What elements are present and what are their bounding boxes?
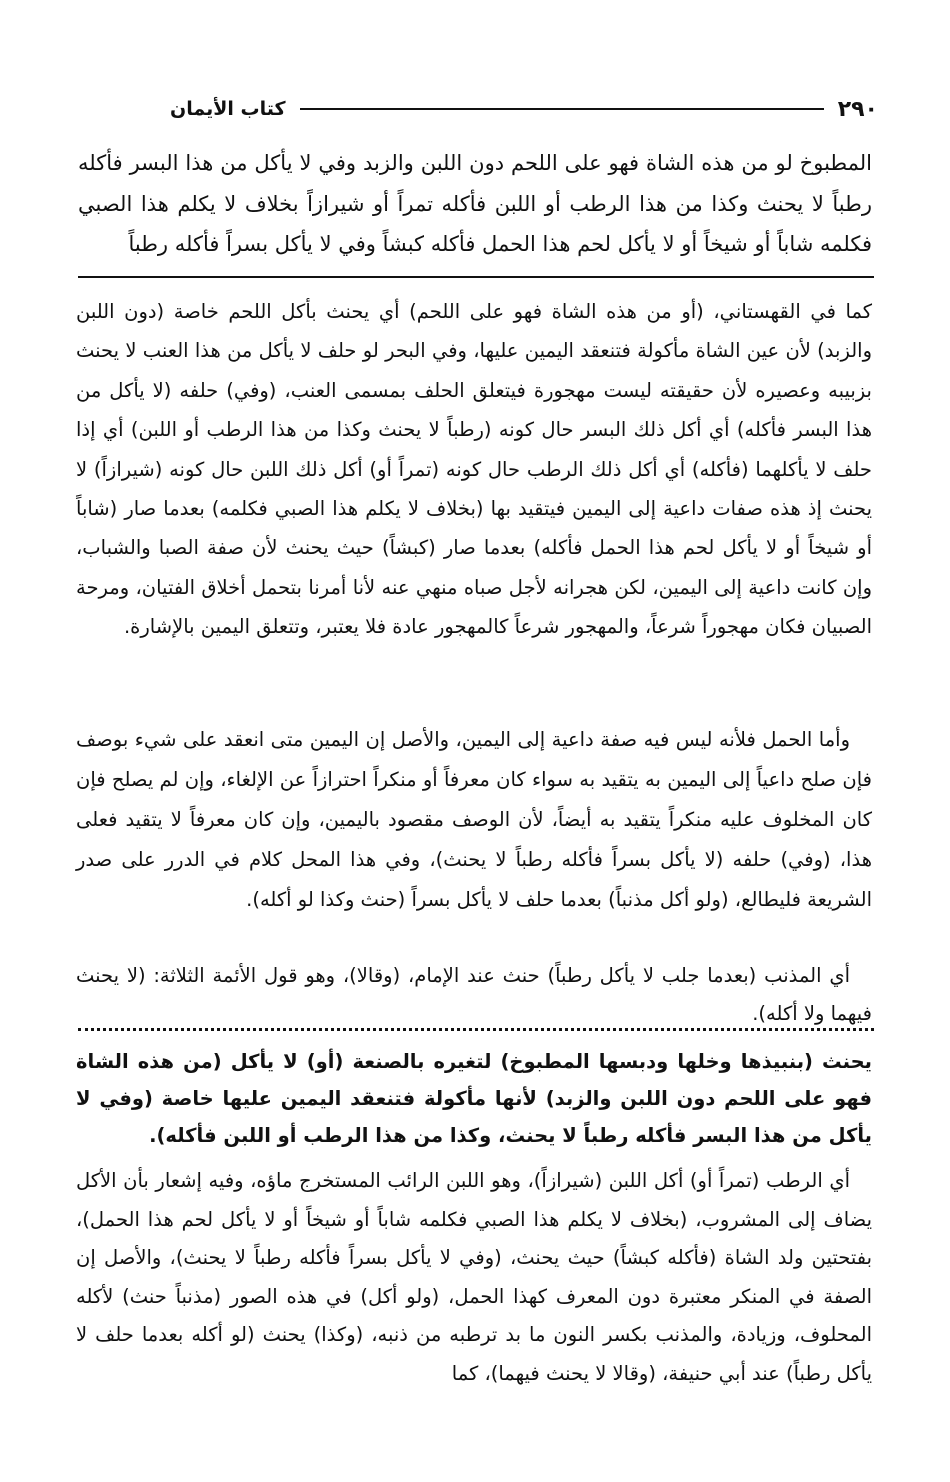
commentary-text-2: وأما الحمل فلأنه ليس فيه صفة داعية إلى اليمين، والأصل إن اليمين متى انعقد على شيء بوصف فإن صلح داعياً إلى اليمين به يتقيد به سواء كان معرفاً أو منكراً احترازاً عن الإلغاء، وإن لم يصلح فإن كان المخلوف عليه منكراً يتقيد به أيضاً، لأن الوصف مقصود باليمين، وإن كان معرفاً لا يتقيد فعلى هذا، (وفي) حلفه (لا يأكل بسراً فأكله رطباً لا يحنث)، وفي هذا المحل كلام في الدرر على صدر الشريعة فليطالع، (ولو أكل مذنباً) بعدما حلف لا يأكل بسراً (حنث وكذا لو أكله). [76,728,872,911]
commentary-text-3: أي المذنب (بعدما جلب لا يأكل رطباً) حنث عند الإمام، (وقالا)، وهو قول الأئمة الثلاثة: (لا يحنث فيهما ولا أكله). [76,964,872,1025]
book-title: كتاب الأيمان [170,98,286,120]
commentary-paragraph-3 [76,957,872,1033]
page-number: ٢٩٠ [837,96,878,122]
header-rule [300,108,824,110]
commentary-text-1: كما في القهستاني، (أو من هذه الشاة فهو على اللحم) أي يحنث بأكل اللحم خاصة (دون اللبن والزبد) لأن عين الشاة مأكولة فتنعقد اليمين عليها، وفي البحر لو حلف لا يأكل من هذا العنب لا يحنث بزبيبه وعصيره لأن حقيقته ليست مهجورة فيتعلق الحلف بمسمى العنب، (وفي) حلفه (لا يأكل من هذا البسر فأكله) أي أكل ذلك البسر حال كونه (رطباً لا يحنث وكذا من هذا الرطب أو اللبن) أي إذا حلف لا يأكلهما (فأكله) أي أكل ذلك الرطب حال كونه (تمراً أو) أكل ذلك اللبن حال كونه (شيرازاً) لا يحنث إذ هذه صفات داعية إلى اليمين فيتقيد بها (بخلاف لا يكلم هذا الصبي فكلمه) بعدما صار (شاباً أو شيخاً أو لا يأكل لحم هذا الحمل فأكله) بعدما صار (كبشاً) حيث يحنث لأن صفة الصبا والشباب، وإن كانت داعية إلى اليمين، لكن هجرانه لأجل صباه منهي عنه لأنا أمرنا بتحمل أخلاق الفتيان، ومرحة الصبيان فكان مهجوراً شرعاً، والمهجور شرعاً كالمهجور عادة فلا يعتبر، وتتعلق اليمين بالإشارة. [76,300,872,639]
second-commentary-paragraph-2 [76,1162,872,1393]
second-commentary-text-2: أي الرطب (تمراً أو) أكل اللبن (شيرازاً)، وهو اللبن الرائب المستخرج ماؤه، وفيه إشعار بأن الأكل يضاف إلى المشروب، (بخلاف لا يكلم هذا الصبي فكلمه شاباً أو شيخاً أو لا يأكل لحم هذا الحمل)، بفتحتين ولد الشاة (فأكله كبشاً) حيث يحنث، (وفي لا يأكل بسراً فأكله رطباً لا يحنث)، والأصل إن الصفة في المنكر معتبرة دون المعرف كهذا الحمل، (ولو أكل) في هذه الصور (مذنباً حنث) لأكله المحلوف، وزيادة، والمذنب بكسر النون ما بد ترطبه من ذنبه، (وكذا) يحنث (لو أكله بعدما حلف لا يأكل رطباً) عند أبي حنيفة، (وقالا لا يحنث فيهما)، كما [76,1169,872,1385]
second-commentary-text-1: يحنث (بنبيذها وخلها ودبسها المطبوخ) لتغيره بالصنعة (أو) لا يأكل (من هذه الشاة فهو على اللحم دون اللبن والزبد) لأنها مأكولة فتنعقد اليمين عليها خاصة (وفي لا يأكل من هذا البسر فأكله رطباً لا يحنث، وكذا من هذا الرطب أو اللبن فأكله). [76,1050,872,1147]
commentary-paragraph-1 [76,292,872,647]
matn-divider [78,276,874,278]
commentary-paragraph-2 [76,720,872,920]
second-commentary-paragraph-1 [76,1043,872,1154]
dotted-divider [78,1028,874,1031]
matn-text: المطبوخ لو من هذه الشاة فهو على اللحم دون اللبن والزبد وفي لا يأكل من هذا البسر فأكله رطباً لا يحنث وكذا من هذا الرطب أو اللبن فأكله تمراً أو شيرازاً بخلاف لا يكلم هذا الصبي فكلمه شاباً أو شيخاً أو لا يأكل لحم هذا الحمل فأكله كبشاً وفي لا يأكل بسراً فأكله رطباً [78,151,872,256]
page-header [170,92,878,126]
